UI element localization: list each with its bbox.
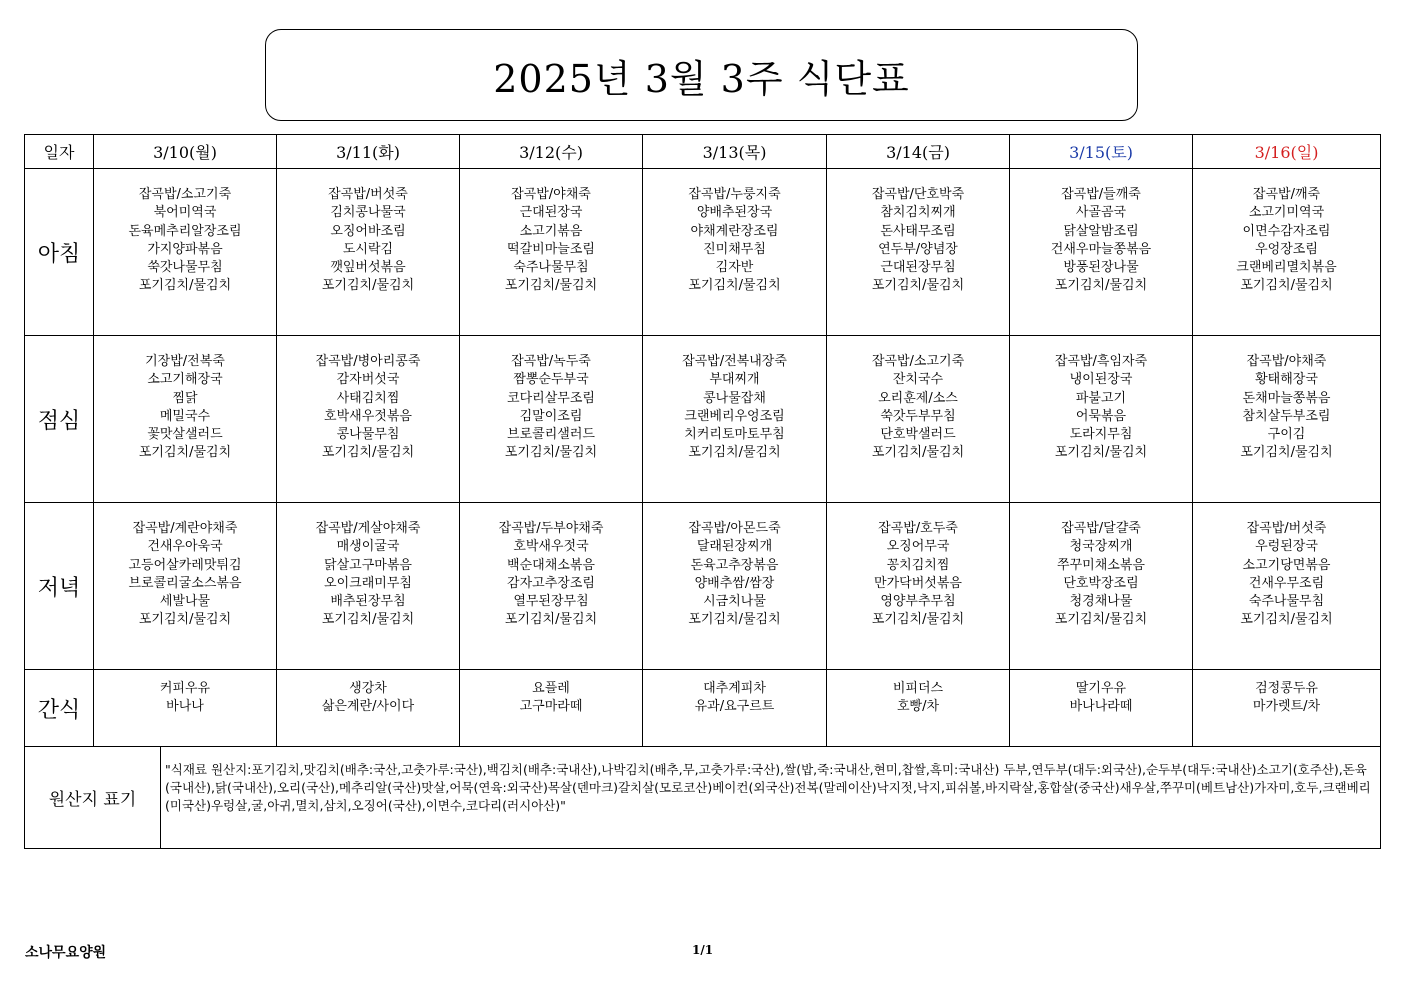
menu-item: 참치살두부조림 [1242,408,1331,424]
title-box [265,29,1138,121]
menu-item: 기장밥/전복죽 [145,354,225,369]
menu-item: 크랜베리멸치볶음 [1236,260,1337,276]
menu-item: 김말이조림 [519,408,583,424]
menu-item: 숙주나물무침 [513,260,589,276]
menu-item: 어묵볶음 [1075,408,1127,424]
menu-item: 포기김치/물김치 [504,278,598,294]
menu-cell-sat [1010,503,1193,670]
menu-cell-thu [643,336,827,503]
menu-cell-wed [460,670,643,747]
menu-cell-mon [94,503,277,670]
menu-item: 파불고기 [1075,390,1127,406]
menu-item: 검정콩두유 [1255,681,1318,696]
menu-item: 찜닭 [172,390,198,406]
menu-cell-sat [1010,336,1193,503]
menu-item: 잡곡밥/누룽지죽 [688,187,781,202]
menu-item: 포기김치/물김치 [138,612,232,628]
menu-cell-thu [643,670,827,747]
menu-item: 잡곡밥/아몬드죽 [688,521,781,536]
day-header-sat: 3/15(토) [1010,135,1193,169]
menu-cell-wed [460,503,643,670]
menu-item: 포기김치/물김치 [321,445,415,461]
menu-item: 잡곡밥/소고기죽 [871,354,965,369]
menu-item: 잡곡밥/달걀죽 [1061,521,1141,536]
menu-item: 도라지무침 [1069,427,1133,443]
menu-item: 포기김치/물김치 [504,445,598,461]
menu-item: 호박새우젓국 [513,539,589,555]
menu-item: 만가닥버섯볶음 [874,575,962,591]
menu-item: 포기김치/물김치 [1054,445,1148,461]
menu-item: 영양부추무침 [880,594,956,610]
menu-item: 백순대채소볶음 [507,557,595,573]
menu-item: 크랜베리우엉조림 [684,408,785,424]
menu-item: 단호박샐러드 [880,427,956,443]
menu-item: 콩나물잡채 [703,390,766,406]
menu-item: 브로콜리굴소스볶음 [128,575,242,591]
menu-cell-sun [1193,336,1381,503]
menu-item: 건새우아욱국 [147,539,223,555]
menu-item: 소고기볶음 [519,223,583,239]
menu-item: 포기김치/물김치 [688,612,781,628]
menu-item: 쑥갓두부무침 [880,408,956,424]
menu-cell-mon [94,336,277,503]
menu-item: 호빵/차 [896,699,940,715]
meal-label-dinner: 저녁 [25,503,94,670]
menu-item: 포기김치/물김치 [1240,445,1333,461]
menu-cell-wed [460,336,643,503]
meal-label-lunch: 점심 [25,336,94,503]
menu-item: 고등어살카레맛튀김 [128,557,242,573]
menu-item: 떡갈비마늘조림 [507,241,595,257]
menu-item: 우렁된장국 [1255,539,1318,555]
menu-cell-fri [827,670,1010,747]
page-number: 1/1 [692,943,714,957]
meal-label-snack: 간식 [25,670,94,747]
menu-item: 포기김치/물김치 [504,612,598,628]
menu-item: 매생이굴국 [336,539,400,555]
menu-item: 청국장찌개 [1069,539,1133,555]
menu-item: 근대된장국 [519,205,583,221]
menu-item: 청경채나물 [1069,594,1133,610]
menu-item: 메밀국수 [159,408,211,424]
menu-item: 포기김치/물김치 [871,278,965,294]
menu-item: 북어미역국 [153,205,217,221]
menu-item: 소고기당면볶음 [1242,557,1331,573]
menu-item: 쑥갓나물무침 [147,260,223,276]
menu-item: 양배추된장국 [696,205,773,221]
menu-item: 코다리살무조림 [507,390,595,406]
meal-label-breakfast: 아침 [25,169,94,336]
menu-cell-fri [827,336,1010,503]
menu-item: 오징어무국 [886,539,950,555]
menu-item: 잡곡밥/단호박죽 [871,187,965,202]
menu-item: 야채계란장조림 [690,223,779,239]
menu-cell-sat [1010,169,1193,336]
institution-name: 소나무요양원 [25,945,107,961]
menu-item: 바나나 [166,699,204,715]
menu-item: 감자버섯국 [336,372,400,388]
menu-item: 김치콩나물국 [330,205,406,221]
menu-item: 부대찌개 [709,372,760,388]
menu-item: 열무된장무침 [513,594,589,610]
menu-item: 호박새우젓볶음 [324,408,412,424]
menu-table [24,134,1381,849]
menu-item: 마가렛트/차 [1252,699,1321,715]
menu-item: 포기김치/물김치 [1240,278,1333,294]
menu-item: 꽃맛살샐러드 [147,427,223,443]
menu-item: 소고기미역국 [1248,205,1325,221]
menu-item: 사태김치찜 [336,390,400,406]
menu-item: 시금치나물 [703,594,766,610]
menu-item: 생강차 [349,681,387,696]
menu-item: 딸기우유 [1075,681,1127,696]
menu-item: 돈육메추리알장조림 [128,223,242,239]
menu-item: 양배추쌈/쌈장 [694,575,775,591]
menu-item: 구이김 [1267,427,1306,443]
menu-item: 꽁치김치찜 [886,557,950,573]
menu-item: 우엉장조림 [1255,241,1318,257]
menu-item: 오리훈제/소스 [878,390,958,406]
snack-row [25,670,1381,747]
menu-item: 잡곡밥/버섯죽 [1246,521,1327,536]
origin-cell [25,747,1381,849]
menu-item: 닭살고구마볶음 [324,557,412,573]
menu-item: 잡곡밥/야채죽 [511,187,591,202]
day-header-wed: 3/12(수) [460,135,643,169]
menu-item: 짬뽕순두부국 [513,372,589,388]
menu-item: 요플레 [532,681,570,696]
day-header-sun: 3/16(일) [1193,135,1381,169]
menu-item: 포기김치/물김치 [688,445,781,461]
menu-item: 근대된장무침 [880,260,956,276]
menu-cell-tue [277,169,460,336]
menu-item: 잡곡밥/소고기죽 [138,187,232,202]
menu-item: 도시락김 [342,241,394,257]
origin-text: "식재료 원산지:포기김치,맛김치(배추:국산,고춧가루:국산),백김치(배추:국내산),나박김치(배추,무,고춧가루:국산),쌀(밥,죽:국내산,현미,찹쌀,흑미:국내산) 두부,연두부(대두:외국산),순두부(대두:국내산)소고기(호주산),돈육(국내산),닭(국내산),오리(국산),메추리알(국산)맛살,어묵(연육:외국산)목살(덴마크)갈치살(모로코산)베이컨(외국산)전복(말레이산)낙지젓,낙지,피쉬볼,바지락살,홍합살(중국산)새우살,쭈꾸미(베트남산)가자미,호두,크랜베리(미국산)우렁살,굴,아귀,멸치,삼치,오징어(국산),이면수,코다리(러시아산)" [165,762,1371,813]
menu-item: 포기김치/물김치 [321,278,415,294]
menu-item: 삶은계란/사이다 [321,699,415,715]
day-header-mon: 3/10(월) [94,135,277,169]
menu-item: 대추계피차 [703,681,766,696]
dinner-row [25,503,1381,670]
menu-item: 포기김치/물김치 [138,278,232,294]
menu-item: 깻잎버섯볶음 [330,260,406,276]
menu-item: 세발나물 [159,594,211,610]
menu-cell-sun [1193,503,1381,670]
menu-item: 잡곡밥/게살야채죽 [315,521,421,536]
menu-item: 김자반 [715,260,754,276]
menu-item: 건새우마늘쫑볶음 [1050,241,1152,257]
menu-item: 포기김치/물김치 [1240,612,1333,628]
menu-item: 감자고추장조림 [507,575,595,591]
origin-label: 원산지 표기 [25,747,161,848]
menu-item: 비피더스 [892,681,944,696]
menu-item: 잡곡밥/깨죽 [1252,187,1321,202]
menu-item: 진미채무침 [703,241,766,257]
menu-item: 돈육고추장볶음 [690,557,779,573]
menu-cell-tue [277,670,460,747]
menu-item: 소고기해장국 [147,372,223,388]
menu-cell-fri [827,503,1010,670]
menu-item: 달래된장찌개 [696,539,773,555]
menu-item: 잡곡밥/병아리콩죽 [315,354,421,369]
menu-item: 잡곡밥/야채죽 [1246,354,1327,369]
menu-item: 콩나물무침 [336,427,400,443]
menu-item: 잡곡밥/두부야채죽 [498,521,604,536]
menu-item: 잔치국수 [892,372,944,388]
menu-item: 냉이된장국 [1069,372,1133,388]
breakfast-row [25,169,1381,336]
day-header-fri: 3/14(금) [827,135,1010,169]
page-title: 2025년 3월 3주 식단표 [493,56,910,101]
menu-item: 포기김치/물김치 [138,445,232,461]
menu-item: 돈사태무조림 [880,223,956,239]
menu-cell-sun [1193,169,1381,336]
menu-cell-thu [643,169,827,336]
menu-item: 포기김치/물김치 [688,278,781,294]
menu-item: 오이크래미무침 [324,575,412,591]
origin-row [25,747,1381,849]
menu-item: 건새우무조림 [1248,575,1325,591]
menu-item: 치커리토마토무침 [684,427,785,443]
menu-cell-thu [643,503,827,670]
menu-item: 이면수감자조림 [1242,223,1331,239]
menu-cell-fri [827,169,1010,336]
menu-item: 돈채마늘쫑볶음 [1242,390,1331,406]
menu-item: 브로콜리샐러드 [507,427,595,443]
menu-item: 잡곡밥/버섯죽 [328,187,408,202]
menu-cell-sat [1010,670,1193,747]
menu-cell-mon [94,169,277,336]
menu-item: 포기김치/물김치 [871,445,965,461]
menu-item: 포기김치/물김치 [871,612,965,628]
menu-item: 포기김치/물김치 [321,612,415,628]
date-label: 일자 [25,135,94,169]
menu-cell-tue [277,336,460,503]
menu-item: 잡곡밥/들깨죽 [1061,187,1141,202]
day-header-thu: 3/13(목) [643,135,827,169]
menu-item: 방풍된장나물 [1063,260,1139,276]
menu-item: 숙주나물무침 [1248,594,1325,610]
menu-item: 오징어바조림 [330,223,406,239]
menu-cell-tue [277,503,460,670]
menu-item: 황태해장국 [1255,372,1318,388]
menu-item: 배추된장무침 [330,594,406,610]
menu-cell-wed [460,169,643,336]
menu-item: 잡곡밥/흑임자죽 [1054,354,1148,369]
menu-item: 쭈꾸미채소볶음 [1057,557,1145,573]
menu-cell-sun [1193,670,1381,747]
menu-item: 바나나라떼 [1069,699,1133,715]
menu-item: 참치김치찌개 [880,205,956,221]
menu-item: 가지양파볶음 [147,241,223,257]
menu-item: 연두부/양념장 [878,241,958,257]
menu-item: 유과/요구르트 [694,699,775,715]
menu-cell-mon [94,670,277,747]
menu-item: 잡곡밥/전복내장죽 [682,354,787,369]
menu-item: 커피우유 [159,681,211,696]
menu-item: 포기김치/물김치 [1054,612,1148,628]
day-header-tue: 3/11(화) [277,135,460,169]
menu-item: 사골곰국 [1075,205,1127,221]
lunch-row [25,336,1381,503]
menu-item: 잡곡밥/녹두죽 [511,354,591,369]
menu-item: 고구마라떼 [519,699,583,715]
menu-item: 닭살알밤조림 [1063,223,1139,239]
menu-item: 잡곡밥/계란야채죽 [132,521,238,536]
menu-item: 포기김치/물김치 [1054,278,1148,294]
menu-item: 단호박장조림 [1063,575,1139,591]
header-row [25,135,1381,169]
menu-item: 잡곡밥/호두죽 [878,521,958,536]
